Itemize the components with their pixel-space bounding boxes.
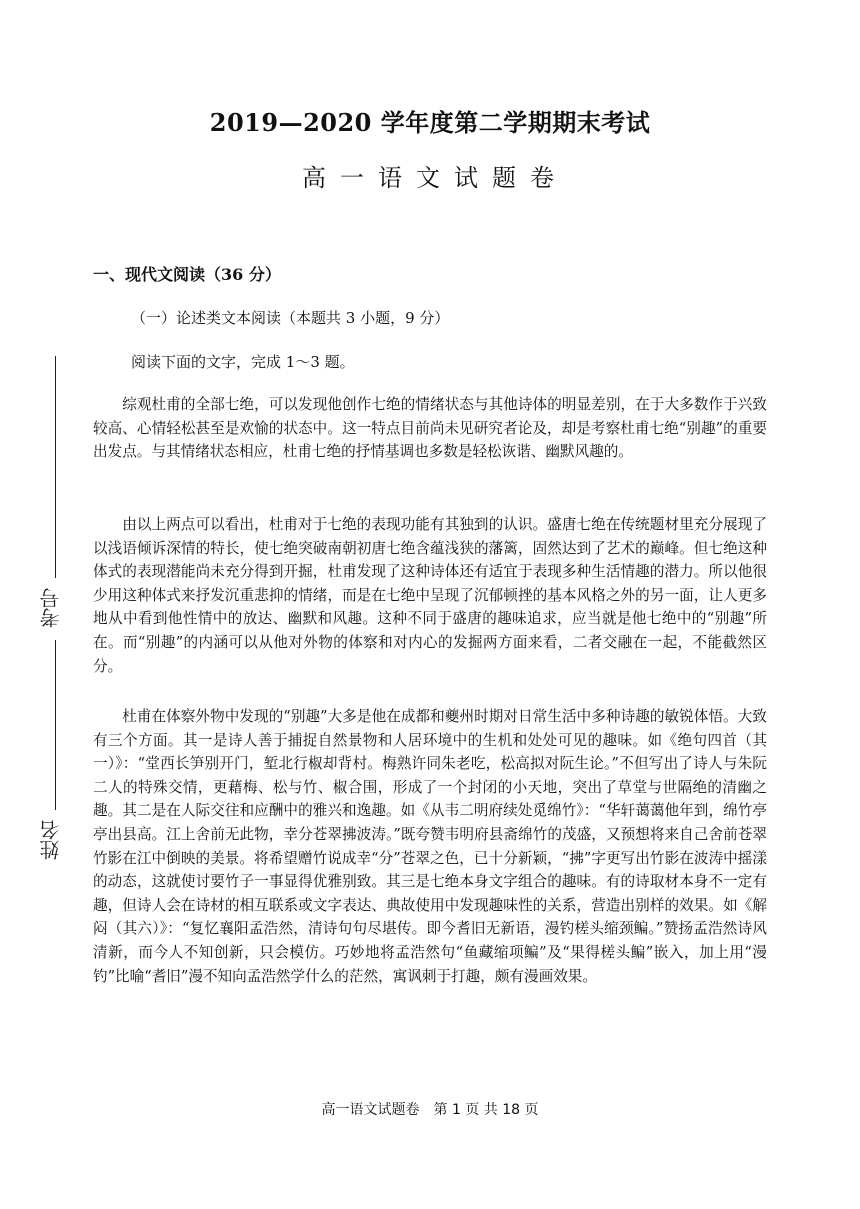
- exam-number-label: 考号: [39, 588, 63, 628]
- exam-subtitle: 高一语文试题卷: [302, 164, 568, 192]
- page-footer: 高一语文试题卷 第 1 页 共 18 页: [321, 1102, 539, 1118]
- passage-paragraph-2: 由以上两点可以看出，杜甫对于七绝的表现功能有其独到的认识。盛唐七绝在传统题材里充分展现了以浅语倾诉深情的特长，使七绝突破南朝初唐七绝含蕴浅狭的藩篱，固然达到了艺术的巅峰。但七绝这种体式的表现潜能尚未充分得到开掘，杜甫发现了这种诗体还有适宜于表现多种生活情趣的潜力。所以他很少用这种体式来抒发沉重悲抑的情绪，而是在七绝中呈现了沉郁顿挫的基本风格之外的另一面，让人更多地从中看到他性情中的放达、幽默和风趣。这种不同于盛唐的趣味追求，应当就是他七绝中的“别趣”所在。而“别趣”的内涵可以从他对外物的体察和对内心的发掘两方面来看，二者交融在一起，不能截然区分。: [93, 516, 767, 675]
- exam-title: 2019—2020 学年度第二学期期末考试: [209, 108, 651, 137]
- passage-paragraph-1: 综观杜甫的全部七绝，可以发现他创作七绝的情绪状态与其他诗体的明显差别，在于大多数作于兴致较高、心情轻松甚至是欢愉的状态中。这一特点目前尚未见研究者论及，却是考察杜甫七绝“别趣”的重要出发点。与其情绪状态相应，杜甫七绝的抒情基调也多数是轻松诙谐、幽默风趣的。: [93, 396, 767, 461]
- reading-instruction: 阅读下面的文字，完成 1～3 题。: [131, 353, 355, 371]
- passage-paragraph-3: 杜甫在体察外物中发现的“别趣”大多是他在成都和夔州时期对日常生活中多种诗趣的敏锐体悟。大致有三个方面。其一是诗人善于捕捉自然景物和人居环境中的生机和处处可见的趣味。如《绝句四首（其一）》：“堂西长笋别开门，堑北行椒却背村。梅熟许同朱老吃，松高拟对阮生论。”不但写出了诗人与朱阮二人的特殊交情，更藉梅、松与竹、椒合围，形成了一个封闭的小天地，突出了草堂与世隔绝的清幽之趣。其二是在人际交往和应酬中的雅兴和逸趣。如《从韦二明府续处觅绵竹》：“华轩蔼蔼他年到，绵竹亭亭出县高。江上舍前无此物，幸分苍翠拂波涛。”既夸赞韦明府县斋绵竹的茂盛，又预想将来自己舍前苍翠竹影在江中倒映的美景。将希望赠竹说成幸“分”苍翠之色，已十分新颖，“拂”字更写出竹影在波涛中摇漾的动态，这就使讨要竹子一事显得优雅别致。其三是七绝本身文字组合的趣味。有的诗取材本身不一定有趣，但诗人会在诗材的相互联系或文字表达、典故使用中发现趣味性的关系，营造出别样的效果。如《解闷（其六）》：“复忆襄阳孟浩然，清诗句句尽堪传。即今耆旧无新语，漫钓槎头缩颈鳊。”赞扬孟浩然诗风清新，而今人不知创新，只会模仿。巧妙地将孟浩然句“鱼藏缩项鳊”及“果得槎头鳊”嵌入，加上用“漫钓”比喻“耆旧”漫不知向孟浩然学什么的茫然，寓讽刺于打趣，颇有漫画效果。: [93, 708, 767, 985]
- margin-line-top: [55, 356, 56, 578]
- name-label: 姓名: [39, 820, 63, 860]
- subsection-heading: （一）论述类文本阅读（本题共 3 小题，9 分）: [131, 309, 450, 327]
- section-heading: 一、现代文阅读（36 分）: [93, 265, 281, 284]
- margin-line-exam-number: [55, 640, 56, 810]
